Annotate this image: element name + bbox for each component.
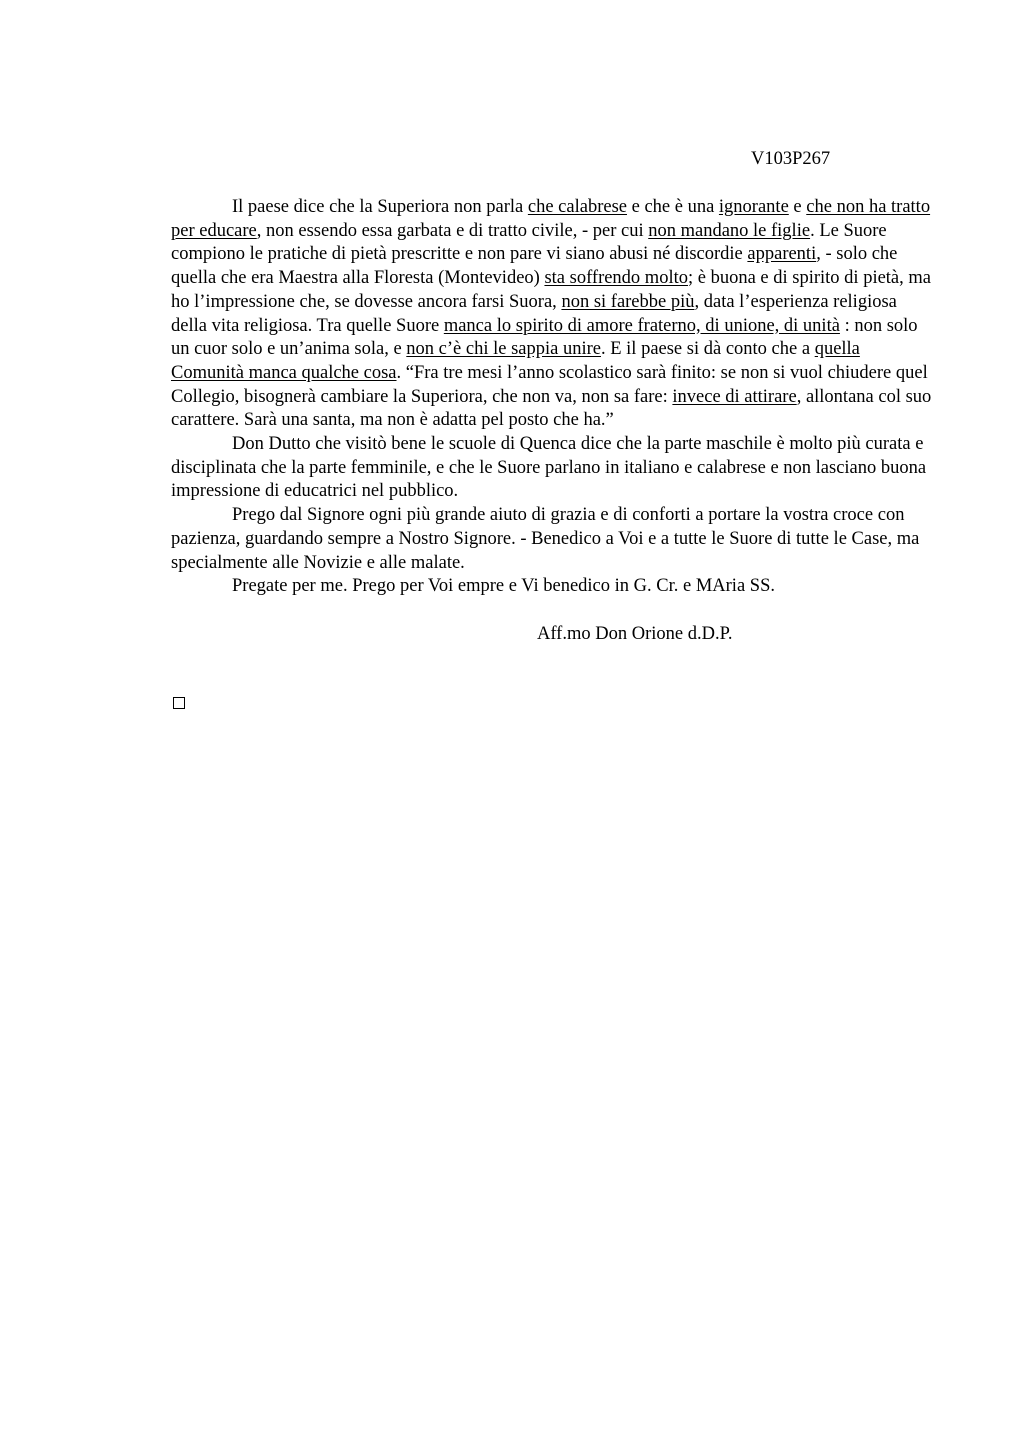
text-segment: , data l’esperienza religiosa della vita religiosa. Tra quelle Suore	[171, 291, 897, 336]
text-segment: Prego dal Signore ogni più grande aiuto di grazia e di conforti a portare la vostra croce con pazienza, guardando sempre a Nostro Signore. - Benedico a Voi e a tutte le Suore di tutte le Case, ma specialmente alle Novizie e alle malate.	[171, 505, 920, 573]
text-segment: , - solo che quella che era Maestra alla Floresta (Montevideo)	[171, 244, 898, 289]
underlined-text: apparenti	[747, 244, 817, 265]
underlined-text: quella Comunità manca qualche cosa	[171, 339, 860, 383]
text-segment: . E il paese si dà conto che a	[600, 339, 815, 360]
text-segment: Don Dutto che visitò bene le scuole di Quenca dice che la parte maschile è molto più curata e disciplinata che la parte femminile, e che le Suore parlano in italiano e calabrese e non lasciano buona impressione di educatrici nel pubblico.	[171, 434, 927, 502]
text-segment: . Le Suore compiono le pratiche di pietà prescritte e non pare vi siano abusi né discordie	[171, 220, 887, 265]
letter-paragraph	[171, 575, 933, 599]
text-segment: . “Fra tre mesi l’anno scolastico sarà finito: se non si vuol chiudere quel Collegio, bisognerà cambiare la Superiora, che non va, non sa fare:	[171, 362, 928, 407]
underlined-text: non si farebbe più	[561, 291, 695, 312]
underlined-text: ignorante	[718, 197, 789, 217]
signature: Aff.mo Don Orione d.D.P.	[537, 623, 733, 644]
text-segment: Pregate per me. Prego per Voi empre e Vi benedico in G. Cr. e MAria SS.	[232, 576, 775, 597]
underlined-text: non c’è chi le sappia unire	[406, 339, 601, 360]
empty-square-icon	[173, 697, 185, 709]
text-segment: e che è una	[626, 197, 719, 217]
underlined-text: che non ha tratto per educare	[171, 197, 931, 241]
text-segment: , non essendo essa garbata e di tratto civile, - per cui	[256, 220, 649, 241]
underlined-text: invece di attirare	[672, 386, 797, 407]
letter-paragraph	[171, 196, 933, 433]
letter-paragraph	[171, 433, 933, 504]
text-segment: , allontana col suo carattere. Sarà una santa, ma non è adatta pel posto che ha.”	[171, 386, 932, 431]
document-reference-code: V103P267	[751, 149, 831, 169]
underlined-text: manca lo spirito di amore fraterno, di unione, di unità	[443, 315, 840, 336]
underlined-text: sta soffrendo molto	[544, 268, 688, 289]
text-segment: ; è buona e di spirito di pietà, ma ho l’impressione che, se dovesse ancora farsi Suora,	[171, 268, 931, 312]
letter-paragraph	[171, 504, 933, 575]
underlined-text: che calabrese	[527, 197, 627, 217]
blank-line	[171, 599, 933, 623]
text-segment: Il paese dice che la Superiora non parla	[232, 197, 528, 217]
text-segment: : non solo un cuor solo e un’anima sola, e	[171, 315, 918, 360]
text-segment: e	[788, 197, 807, 217]
underlined-text: non mandano le figlie	[648, 220, 811, 241]
letter-body	[171, 196, 933, 646]
